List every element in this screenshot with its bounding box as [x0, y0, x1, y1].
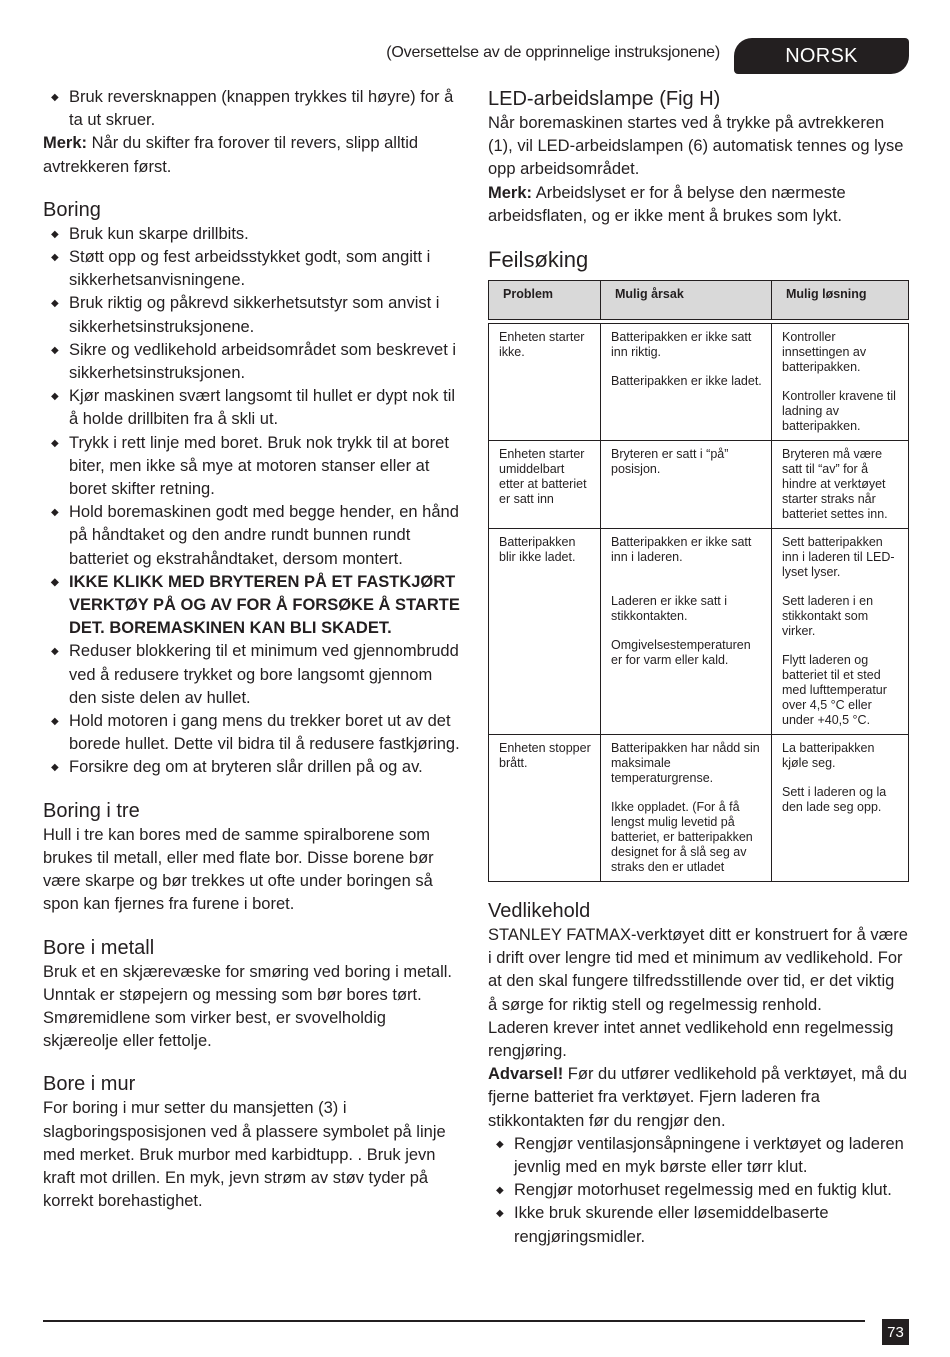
cell-text: Bryteren må være satt til “av” for å hindre at verktøyet starter straks når batteriet settes inn. — [782, 447, 888, 522]
table-row — [489, 324, 909, 441]
troubleshooting-table — [488, 280, 909, 882]
section-boring-tre — [43, 798, 463, 917]
section-text: Bruk et en skjærevæske for smøring ved boring i metall. Unntak er støpejern og messing som bør bores tørt. Smøremidlene som virker best, er svovelholdig skjæreolje eller fettolje. — [43, 962, 452, 1051]
page-number: 73 — [882, 1319, 909, 1345]
cell-text: Sett batteripakken inn i laderen til LED-lyset lyser. — [782, 535, 895, 580]
section-bore-mur — [43, 1071, 463, 1213]
table-row — [489, 441, 909, 529]
section-text: Når boremaskinen startes ved å trykke på avtrekkeren (1), vil LED-arbeidslampen (6) automatisk tennes og lyse opp arbeidsområdet. — [488, 114, 904, 179]
section-led — [488, 86, 908, 228]
cell-text: Flytt laderen og batteriet til et sted med lufttemperatur over 4,5 °C eller under +40,5 °C. — [782, 653, 887, 728]
cell-text: La batteripakken kjøle seg. — [782, 741, 875, 771]
cell-text: Bryteren er satt i “på” posisjon. — [611, 447, 729, 477]
table-cell-cause — [601, 324, 772, 441]
section-heading: Vedlikehold — [488, 900, 591, 923]
table-cell-solution — [772, 529, 909, 735]
right-column — [488, 86, 908, 1249]
cell-text: Enheten stopper brått. — [499, 741, 591, 771]
warning-paragraph — [488, 1063, 908, 1133]
column-header: Problem — [489, 281, 601, 320]
left-column — [43, 86, 463, 1213]
cell-text: Enheten starter umiddelbart etter at batteriet er satt inn — [499, 447, 587, 507]
section-heading: Bore i mur — [43, 1073, 136, 1096]
table-row — [489, 735, 909, 882]
table-cell-cause — [601, 441, 772, 529]
list-item: ◆ Hold motoren i gang mens du trekker boret ut av det borede hullet. Dette vil bidra til å redusere fastkjøring. — [43, 710, 463, 756]
cell-text: Omgivelsestemperaturen er for varm eller kald. — [611, 638, 751, 668]
cell-text: Kontroller kravene til ladning av batteripakken. — [782, 389, 896, 434]
warning-list-item: ◆ IKKE KLIKK MED BRYTEREN PÅ ET FASTKJØRT VERKTØY PÅ OG AV FOR Å FORSØKE Å STARTE DET. BOREMASKINEN KAN BLI SKADET. — [43, 571, 463, 641]
cell-text: Batteripakken er ikke ladet. — [611, 374, 762, 389]
table-cell-problem — [489, 529, 601, 735]
list-item: ◆ Rengjør motorhuset regelmessig med en fuktig klut. — [488, 1179, 908, 1202]
table-header-row — [489, 281, 909, 320]
table-cell-cause — [601, 735, 772, 882]
table-cell-problem — [489, 735, 601, 882]
note-text: Når du skifter fra forover til revers, slipp alltid avtrekkeren først. — [43, 134, 419, 176]
list-item: ◆ Ikke bruk skurende eller løsemiddelbaserte rengjøringsmidler. — [488, 1202, 908, 1248]
list-item: ◆ Trykk i rett linje med boret. Bruk nok trykk til at boret biter, men ikke så mye at motoren stanser eller at boret skifter retning. — [43, 432, 463, 502]
footer-rule — [43, 1320, 865, 1322]
note-label: Merk: — [43, 134, 88, 153]
cell-text: Batteripakken er ikke satt inn i laderen. — [611, 535, 752, 565]
cell-text: Kontroller innsettingen av batteripakken. — [782, 330, 867, 375]
section-heading: Bore i metall — [43, 936, 155, 959]
warning-text: Før du utfører vedlikehold på verktøyet, må du fjerne batteriet fra verktøyet. Fjern laderen fra stikkontakten før du rengjør den. — [488, 1065, 908, 1130]
cell-text: Batteripakken er ikke satt inn riktig. — [611, 330, 752, 360]
note-paragraph — [488, 182, 908, 228]
table-cell-cause — [601, 529, 772, 735]
cell-text: Laderen er ikke satt i stikkontakten. — [611, 594, 728, 624]
list-item: ◆ Forsikre deg om at bryteren slår drillen på og av. — [43, 756, 463, 779]
section-bore-metall — [43, 935, 463, 1054]
column-header: Mulig årsak — [601, 281, 772, 320]
section-text: Laderen krever intet annet vedlikehold enn regelmessig rengjøring. — [488, 1018, 894, 1061]
warning-label: Advarsel! — [488, 1065, 564, 1084]
list-item: ◆ Rengjør ventilasjonsåpningene i verktøyet og laderen jevnlig med en myk børste eller tørr klut. — [488, 1133, 908, 1179]
section-text: STANLEY FATMAX-verktøyet ditt er konstruert for å være i drift over lengre tid med et minimum av vedlikehold. For at den skal fungere tilfredsstillende over tid, er det viktig å sørge for riktig stell og regelmessig renhold. — [488, 926, 908, 1014]
list-item: ◆ Reduser blokkering til et minimum ved gjennombrudd ved å redusere trykket og bore langsomt gjennom den siste delen av hullet. — [43, 640, 463, 710]
list-item: ◆ Støtt opp og fest arbeidsstykket godt, som angitt i sikkerhetsanvisningene. — [43, 246, 463, 292]
cell-text: Batteripakken har nådd sin maksimale temperaturgrense. — [611, 741, 760, 786]
language-badge: NORSK — [734, 38, 909, 74]
section-heading: LED-arbeidslampe (Fig H) — [488, 88, 721, 110]
column-header: Mulig løsning — [772, 281, 909, 320]
section-feilsoking — [488, 246, 908, 882]
cell-text: Enheten starter ikke. — [499, 330, 585, 360]
section-text: For boring i mur setter du mansjetten (3) i slagboringsposisjonen ved å plassere symbolet på linje med merket. Bruk murbor med karbidtupp. . Bruk jevn kraft mot drillen. En myk, jevn strøm av støv tyder på korrekt borehastighet. — [43, 1099, 446, 1211]
table-cell-solution — [772, 735, 909, 882]
list-item: ◆ Hold boremaskinen godt med begge hender, en hånd på håndtaket og den andre rundt bunnen rundt batteriet og ekstrahåndtaket, dersom montert. — [43, 501, 463, 571]
table-cell-problem — [489, 324, 601, 441]
header-subtitle: (Oversettelse av de opprinnelige instruksjonene) — [386, 44, 720, 61]
section-heading: Boring — [43, 198, 101, 221]
section-heading: Boring i tre — [43, 799, 140, 822]
table-row — [489, 529, 909, 735]
cell-text: Ikke oppladet. (For å få lengst mulig levetid på batteriet, er batteripakken designet for å slå seg av straks den er utladet — [611, 800, 753, 875]
list-item: ◆ Sikre og vedlikehold arbeidsområdet som beskrevet i sikkerhetsinstruksjonen. — [43, 339, 463, 385]
note-text: Arbeidslyset er for å belyse den nærmeste arbeidsflaten, og er ikke ment å brukes som lykt. — [488, 183, 846, 225]
cell-text: Sett laderen i en stikkontakt som virker. — [782, 594, 874, 639]
table-cell-solution — [772, 441, 909, 529]
cell-text: Sett i laderen og la den lade seg opp. — [782, 785, 887, 815]
note-label: Merk: — [488, 183, 533, 202]
table-cell-problem — [489, 441, 601, 529]
list-item: ◆ Bruk reversknappen (knappen trykkes til høyre) for å ta ut skruer. — [43, 86, 463, 132]
section-text: Hull i tre kan bores med de samme spiralborene som brukes til metall, eller med flate bor. Disse borene bør være skarpe og bør trekkes ut ofte under boringen så spon kan fjernes fra furene i boret. — [43, 825, 434, 914]
table-cell-solution — [772, 324, 909, 441]
list-item: ◆ Bruk kun skarpe drillbits. — [43, 223, 463, 246]
list-item: ◆ Kjør maskinen svært langsomt til hullet er dypt nok til å holde drillbiten fra å skli ut. — [43, 385, 463, 431]
note-paragraph — [43, 132, 463, 178]
section-vedlikehold — [488, 898, 908, 1249]
cell-text: Batteripakken blir ikke ladet. — [499, 535, 576, 565]
section-boring — [43, 197, 463, 780]
section-heading: Feilsøking — [488, 247, 589, 273]
list-item: ◆ Bruk riktig og påkrevd sikkerhetsutstyr som anvist i sikkerhetsinstruksjonene. — [43, 292, 463, 338]
